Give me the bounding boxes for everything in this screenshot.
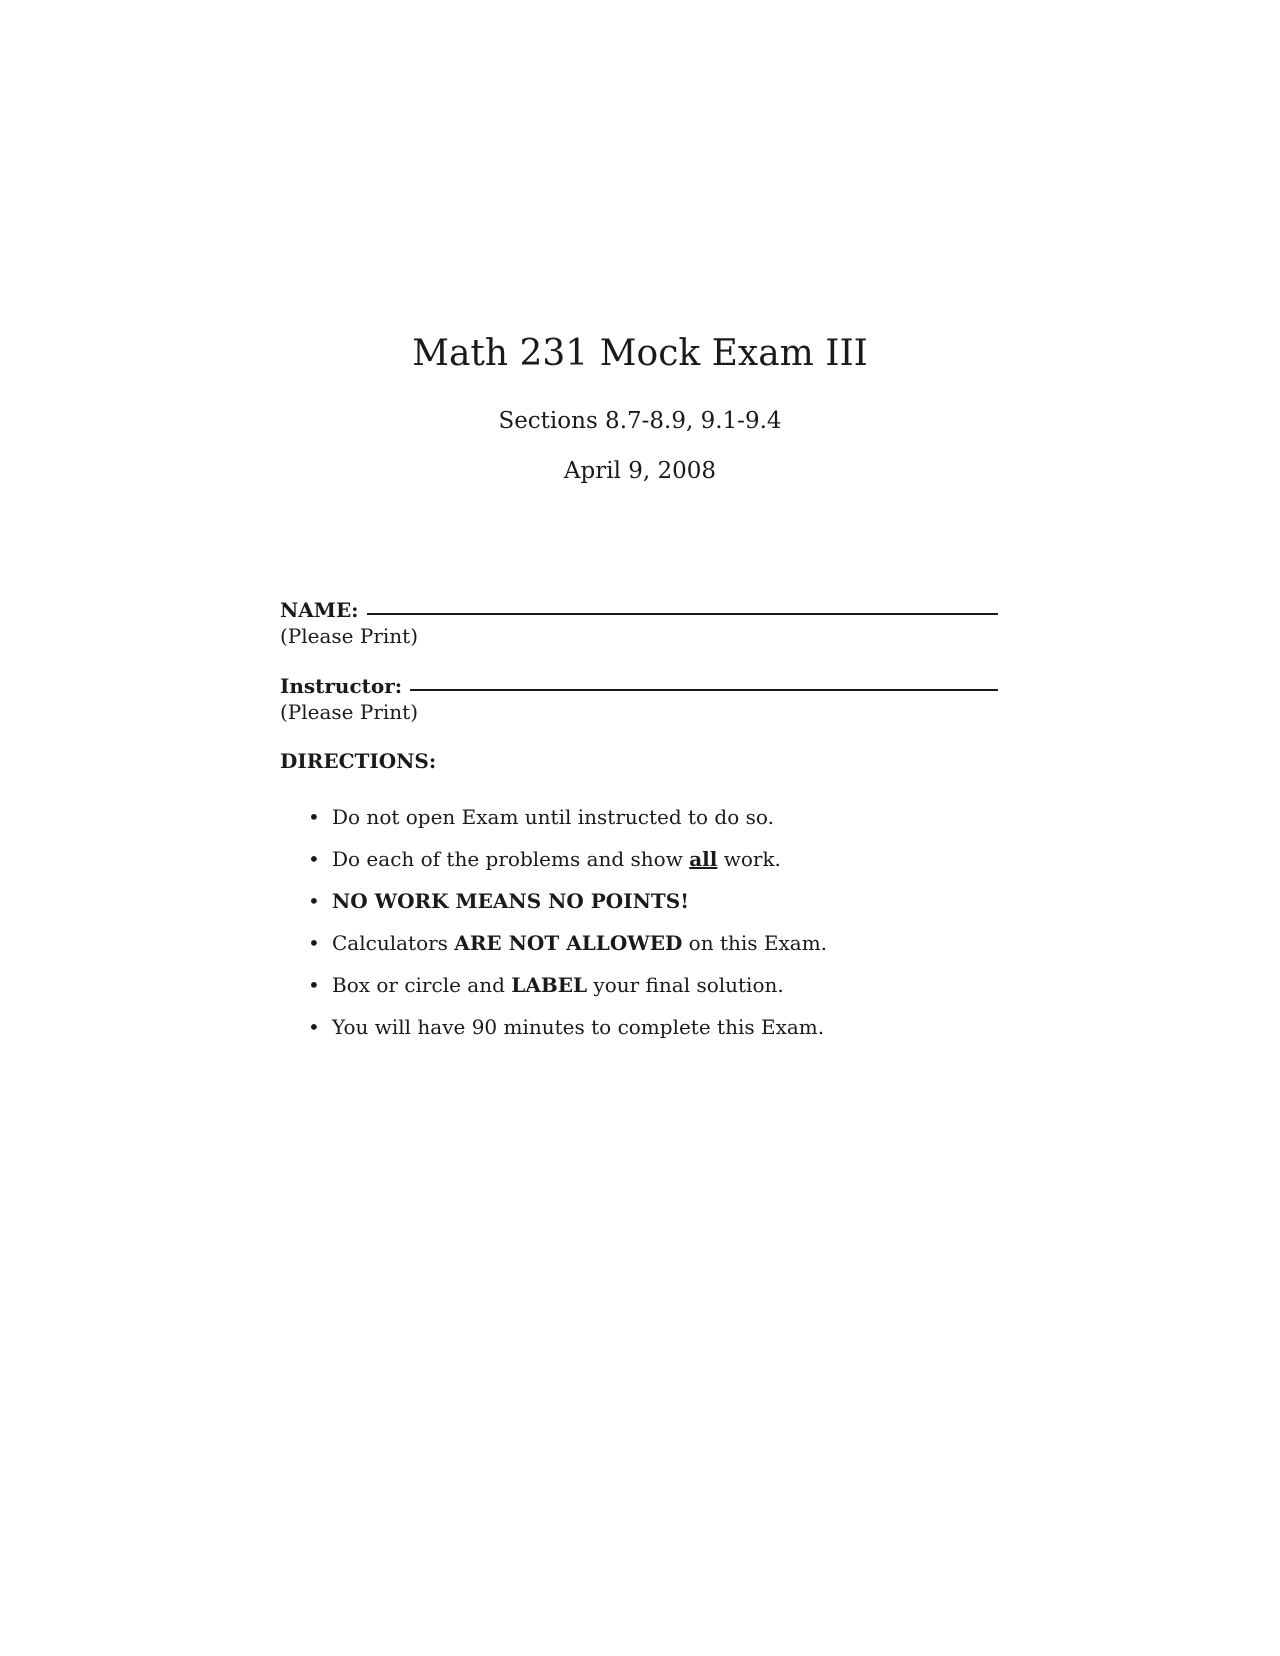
instructor-hint: (Please Print) (280, 700, 419, 724)
instructor-field (280, 671, 998, 725)
exam-date: April 9, 2008 (563, 458, 717, 484)
direction-text-emphasis: LABEL (511, 973, 588, 997)
direction-text: You will have 90 minutes to complete this Exam. (332, 1015, 825, 1039)
name-write-line[interactable] (367, 593, 998, 615)
name-hint: (Please Print) (280, 624, 419, 648)
direction-text-post: work. (717, 847, 781, 871)
direction-text (332, 847, 781, 871)
directions-heading: DIRECTIONS: (280, 749, 437, 773)
bullet-icon: • (308, 931, 320, 955)
bullet-icon: • (308, 973, 320, 997)
bullet-icon: • (308, 805, 320, 829)
name-field (280, 595, 998, 649)
direction-text-emphasis: ARE NOT ALLOWED (454, 931, 683, 955)
exam-sections: Sections 8.7-8.9, 9.1-9.4 (498, 408, 782, 434)
direction-text-pre: Calculators (332, 931, 455, 955)
direction-item-2 (308, 838, 1028, 880)
instructor-field-row (280, 671, 998, 699)
directions-list (308, 796, 1028, 1048)
instructor-write-line[interactable] (410, 669, 998, 691)
direction-text-pre: Do each of the problems and show (332, 847, 690, 871)
name-label: NAME: (280, 598, 359, 622)
direction-text-emphasis: all (689, 847, 718, 871)
direction-text: Do not open Exam until instructed to do so. (332, 805, 774, 829)
bullet-icon: • (308, 889, 320, 913)
direction-text-post: your final solution. (587, 973, 784, 997)
direction-text (332, 973, 784, 997)
exam-title: Math 231 Mock Exam III (412, 333, 868, 374)
direction-item-5 (308, 964, 1028, 1006)
bullet-icon: • (308, 847, 320, 871)
direction-text-post: on this Exam. (682, 931, 828, 955)
direction-text (332, 931, 827, 955)
direction-item-3 (308, 880, 1028, 922)
direction-item-4 (308, 922, 1028, 964)
direction-text-pre: Box or circle and (332, 973, 512, 997)
bullet-icon: • (308, 1015, 320, 1039)
instructor-label: Instructor: (280, 674, 403, 698)
direction-text-emphasis: NO WORK MEANS NO POINTS! (332, 889, 689, 913)
direction-item-6 (308, 1006, 1028, 1048)
direction-item-1 (308, 796, 1028, 838)
name-field-row (280, 595, 998, 623)
